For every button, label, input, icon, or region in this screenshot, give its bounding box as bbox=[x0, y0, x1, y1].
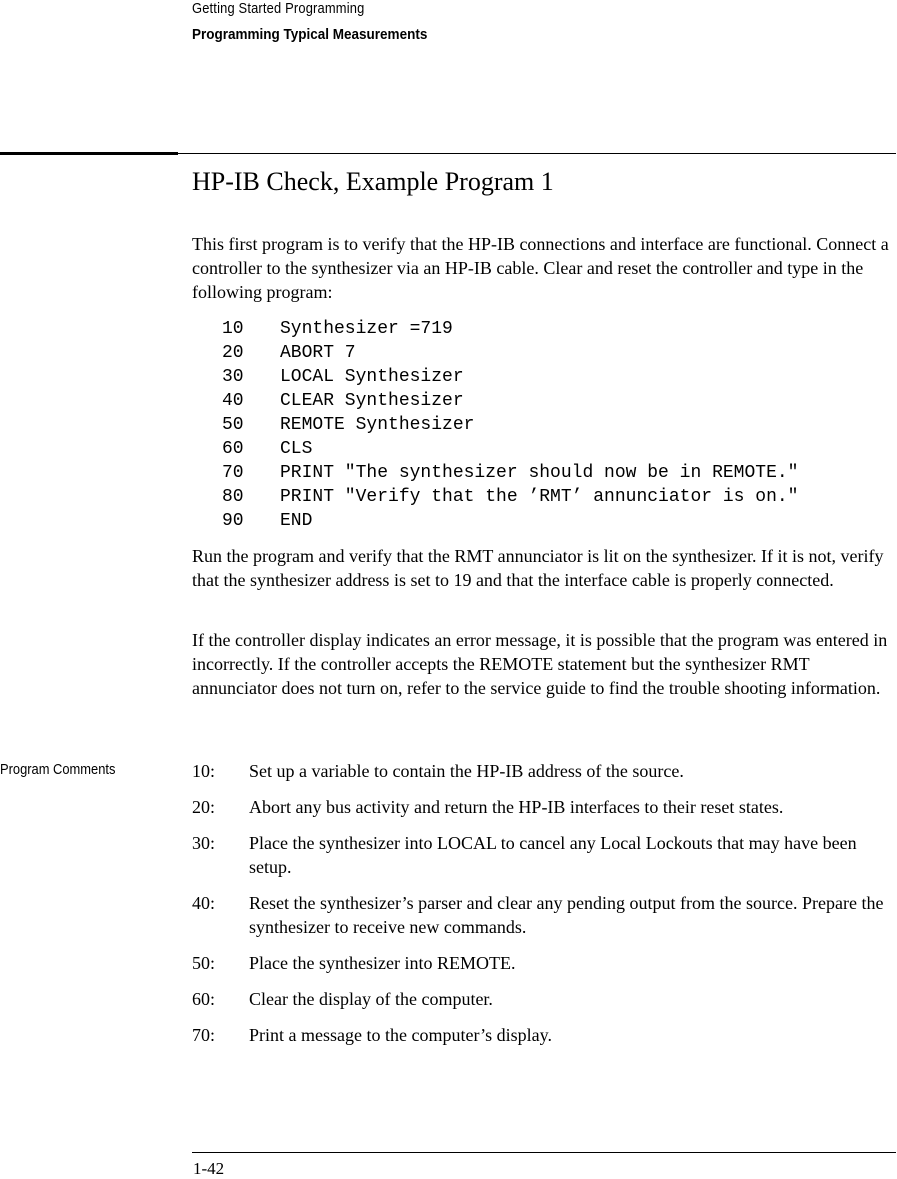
page-number: 1-42 bbox=[193, 1159, 225, 1178]
program-line-code: PRINT "The synthesizer should now be in REMOTE." bbox=[280, 463, 799, 483]
program-line bbox=[222, 341, 798, 365]
comment-number: 20: bbox=[192, 797, 216, 817]
footer-rule bbox=[192, 1152, 896, 1153]
running-header-subsection: Programming Typical Measurements bbox=[192, 26, 428, 43]
comment-text: Place the synthesizer into REMOTE. bbox=[249, 953, 516, 973]
program-line-code: LOCAL Synthesizer bbox=[280, 367, 464, 387]
program-line bbox=[222, 437, 798, 461]
comment-number: 60: bbox=[192, 989, 216, 1009]
comment-item bbox=[192, 831, 897, 879]
section-rule-thin bbox=[178, 153, 896, 154]
program-line-code: ABORT 7 bbox=[280, 343, 356, 363]
program-line-number: 80 bbox=[222, 487, 244, 507]
comment-item bbox=[192, 951, 897, 975]
run-paragraph: Run the program and verify that the RMT annunciator is lit on the synthesizer. If it is not, verify that the synthesizer address is set to 19 and that the interface cable is properly connected. bbox=[192, 546, 884, 590]
comment-number: 40: bbox=[192, 893, 216, 913]
comment-number: 70: bbox=[192, 1025, 216, 1045]
running-header-section: Getting Started Programming bbox=[192, 0, 365, 17]
program-line bbox=[222, 509, 798, 533]
program-line-code: REMOTE Synthesizer bbox=[280, 415, 475, 435]
comment-number: 30: bbox=[192, 833, 216, 853]
program-line-code: Synthesizer =719 bbox=[280, 319, 453, 339]
program-line bbox=[222, 317, 798, 341]
program-listing bbox=[222, 317, 798, 533]
program-comments-label: Program Comments bbox=[0, 761, 116, 778]
comment-item bbox=[192, 891, 897, 939]
program-line-number: 30 bbox=[222, 367, 244, 387]
program-line-number: 10 bbox=[222, 319, 244, 339]
program-line-code: CLEAR Synthesizer bbox=[280, 391, 464, 411]
comment-text: Print a message to the computer’s display. bbox=[249, 1025, 552, 1045]
comment-item bbox=[192, 987, 897, 1011]
comment-item bbox=[192, 795, 897, 819]
program-line bbox=[222, 485, 798, 509]
comment-number: 50: bbox=[192, 953, 216, 973]
program-line bbox=[222, 389, 798, 413]
comment-text: Reset the synthesizer’s parser and clear any pending output from the source. Prepare the synthesizer to receive new commands. bbox=[249, 893, 884, 937]
comment-text: Abort any bus activity and return the HP-IB interfaces to their reset states. bbox=[249, 797, 784, 817]
section-title: HP-IB Check, Example Program 1 bbox=[192, 167, 554, 196]
program-comments bbox=[192, 759, 897, 1059]
program-line-number: 40 bbox=[222, 391, 244, 411]
comment-number: 10: bbox=[192, 761, 216, 781]
program-line-number: 50 bbox=[222, 415, 244, 435]
program-line-number: 90 bbox=[222, 511, 244, 531]
program-line bbox=[222, 413, 798, 437]
comment-item bbox=[192, 1023, 897, 1047]
program-line bbox=[222, 365, 798, 389]
program-line-number: 70 bbox=[222, 463, 244, 483]
program-line-code: END bbox=[280, 511, 313, 531]
section-rule-thick bbox=[0, 152, 178, 155]
comment-text: Set up a variable to contain the HP-IB address of the source. bbox=[249, 761, 684, 781]
program-line-code: CLS bbox=[280, 439, 313, 459]
comment-text: Place the synthesizer into LOCAL to cancel any Local Lockouts that may have been setup. bbox=[249, 833, 857, 877]
program-line bbox=[222, 461, 798, 485]
comment-text: Clear the display of the computer. bbox=[249, 989, 493, 1009]
intro-paragraph: This first program is to verify that the HP-IB connections and interface are functional. Connect a controller to the synthesizer via an HP-IB cable. Clear and reset the controller and type in the following program: bbox=[192, 234, 889, 302]
program-line-code: PRINT "Verify that the ’RMT’ annunciator is on." bbox=[280, 487, 799, 507]
comment-item bbox=[192, 759, 897, 783]
error-paragraph: If the controller display indicates an error message, it is possible that the program was entered in incorrectly. If the controller accepts the REMOTE statement but the synthesizer RMT annunciator does not turn on, refer to the service guide to find the trouble shooting information. bbox=[192, 630, 888, 698]
program-line-number: 20 bbox=[222, 343, 244, 363]
program-line-number: 60 bbox=[222, 439, 244, 459]
